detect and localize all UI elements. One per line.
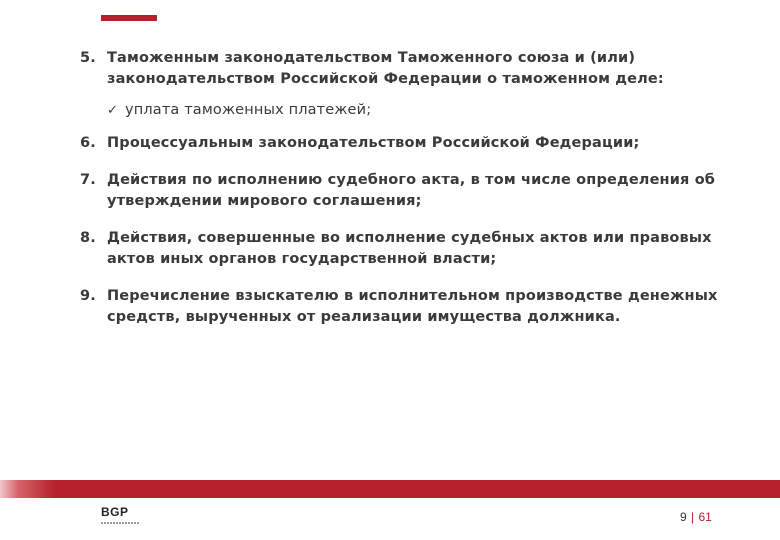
item-text: Действия по исполнению судебного акта, в том числе определения об утверждении мирового соглашения; bbox=[107, 172, 716, 209]
item-text: Процессуальным законодательством Российской Федерации; bbox=[107, 135, 640, 151]
sub-item bbox=[107, 100, 720, 121]
list-item-8 bbox=[80, 228, 720, 270]
list-item-7 bbox=[80, 170, 720, 212]
slide-content bbox=[80, 48, 720, 328]
item-text: Действия, совершенные во исполнение судебных актов или правовых актов иных органов государственной власти; bbox=[107, 230, 712, 267]
logo-subtitle-line bbox=[101, 522, 139, 524]
list-item-9 bbox=[80, 286, 720, 328]
item-text: Перечисление взыскателю в исполнительном производстве денежных средств, вырученных от реализации имущества должника. bbox=[107, 288, 718, 325]
sub-item-text: уплата таможенных платежей; bbox=[125, 102, 372, 118]
item-number: 8. bbox=[80, 230, 96, 246]
item-number: 7. bbox=[80, 172, 96, 188]
item-text: Таможенным законодательством Таможенного союза и (или) законодательством Российской Федерации о таможенном деле: bbox=[107, 50, 664, 87]
checkmark-icon: ✓ bbox=[107, 103, 119, 118]
list-item-6 bbox=[80, 133, 720, 154]
list-item-5 bbox=[80, 48, 720, 90]
top-accent-bar bbox=[101, 15, 157, 21]
item-number: 9. bbox=[80, 288, 96, 304]
footer-bar bbox=[0, 480, 780, 498]
page-number bbox=[680, 510, 712, 524]
logo-text: BGP bbox=[101, 505, 129, 519]
item-number: 6. bbox=[80, 135, 96, 151]
item-number: 5. bbox=[80, 50, 96, 66]
total-pages: 61 bbox=[698, 510, 712, 524]
current-page: 9 bbox=[680, 510, 687, 524]
bgp-logo bbox=[101, 506, 141, 526]
page-separator: | bbox=[691, 510, 695, 524]
